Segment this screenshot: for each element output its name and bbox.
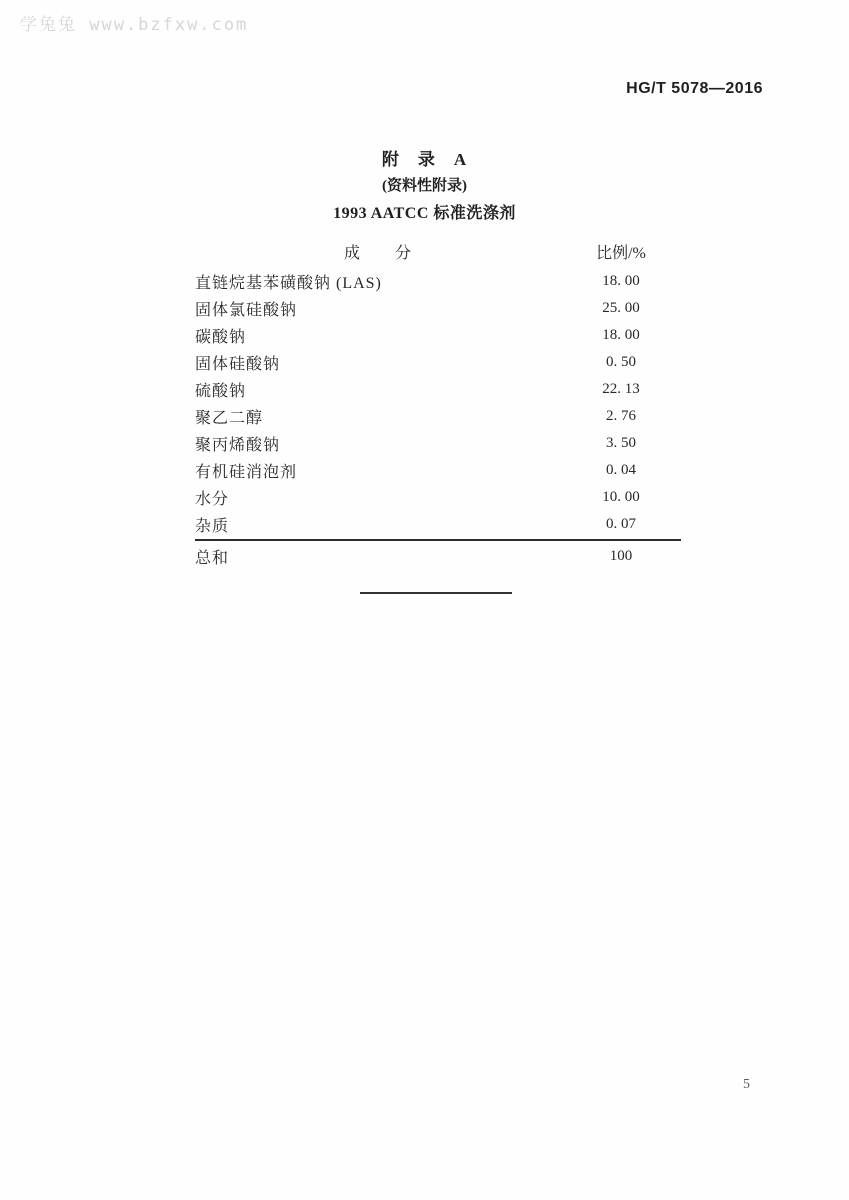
component-name: 固体硅酸钠: [195, 356, 281, 373]
ratio-value: 0. 07: [606, 516, 636, 532]
table-row: [195, 322, 681, 349]
end-of-document-rule: [360, 592, 512, 594]
watermark-text: 学兔兔 www.bzfxw.com: [20, 15, 249, 35]
standard-number: HG/T 5078—2016: [626, 80, 763, 97]
component-name: 固体氯硅酸钠: [195, 302, 298, 319]
component-name: 直链烷基苯磺酸钠 (LAS): [195, 275, 382, 292]
component-name: 硫酸钠: [195, 383, 247, 400]
table-total-row: [195, 539, 681, 571]
ratio-value: 18. 00: [602, 327, 640, 343]
component-name: 聚丙烯酸钠: [195, 437, 281, 454]
column-header-component: 成 分: [343, 245, 412, 262]
ratio-value: 0. 04: [606, 462, 636, 478]
ratio-value: 0. 50: [606, 354, 636, 370]
table-row: [195, 349, 681, 376]
ratio-value: 25. 00: [602, 300, 640, 316]
table-body: [195, 268, 681, 538]
column-header-ratio: 比例/%: [596, 245, 646, 262]
table-row: [195, 268, 681, 295]
table-header-row: [195, 238, 681, 265]
appendix-subtitle: (资料性附录): [382, 178, 467, 194]
component-name: 有机硅消泡剂: [195, 464, 298, 481]
composition-table: [195, 238, 681, 571]
component-name: 聚乙二醇: [195, 410, 264, 427]
table-row: [195, 376, 681, 403]
ratio-value: 2. 76: [606, 408, 636, 424]
table-row: [195, 457, 681, 484]
component-name: 碳酸钠: [195, 329, 247, 346]
component-name: 杂质: [195, 518, 230, 535]
ratio-value: 10. 00: [602, 489, 640, 505]
appendix-title: 附 录 A: [381, 150, 468, 169]
ratio-value: 18. 00: [602, 273, 640, 289]
title-block: [0, 146, 849, 227]
table-row: [195, 295, 681, 322]
table-row: [195, 484, 681, 511]
page-number: 5: [743, 1077, 750, 1092]
table-row: [195, 511, 681, 538]
total-value: 100: [609, 547, 633, 564]
total-label: 总和: [195, 549, 230, 567]
ratio-value: 3. 50: [606, 435, 636, 451]
table-title: 1993 AATCC 标准洗涤剂: [333, 205, 516, 222]
table-row: [195, 403, 681, 430]
ratio-value: 22. 13: [602, 381, 640, 397]
table-row: [195, 430, 681, 457]
component-name: 水分: [195, 491, 230, 508]
